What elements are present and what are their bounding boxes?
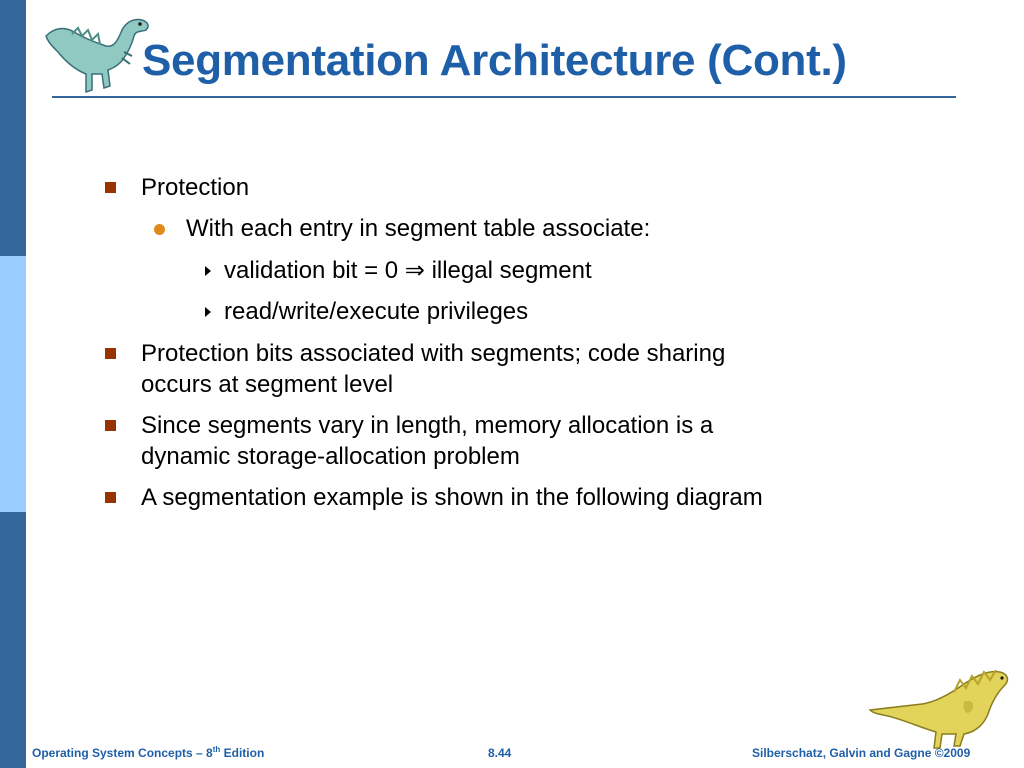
bullet-item: Since segments vary in length, memory allocation is a dynamic storage-allocation problem	[141, 412, 714, 470]
footer-edition-superscript: th	[212, 745, 221, 754]
arrow-bullet-icon	[205, 266, 211, 276]
dot-bullet-icon	[154, 224, 165, 235]
dinosaur-icon	[864, 658, 1014, 750]
square-bullet-icon	[105, 420, 116, 431]
sub-sub-bullet-item: read/write/execute privileges	[224, 298, 529, 325]
bullet-item: A segmentation example is shown in the following diagram	[141, 484, 763, 511]
square-bullet-icon	[105, 492, 116, 503]
square-bullet-icon	[105, 348, 116, 359]
square-bullet-icon	[105, 182, 116, 193]
bullet-item: Protection	[141, 174, 250, 201]
page-number: 8.44	[488, 746, 512, 760]
sub-bullet-item: With each entry in segment table associate:	[186, 215, 651, 242]
bullet-item: Protection bits associated with segments; code sharing occurs at segment level	[141, 340, 726, 398]
footer-book-title-text: Operating System Concepts – 8	[32, 746, 213, 760]
arrow-bullet-icon	[205, 307, 211, 317]
sub-sub-bullet-item: validation bit = 0 ⇒ illegal segment	[224, 257, 592, 284]
footer-edition-text: Edition	[220, 746, 265, 760]
footer-authors: Silberschatz, Galvin and Gagne ©2009	[752, 746, 971, 760]
slide-title: Segmentation Architecture (Cont.)	[142, 36, 847, 85]
footer-book-title	[32, 746, 264, 760]
